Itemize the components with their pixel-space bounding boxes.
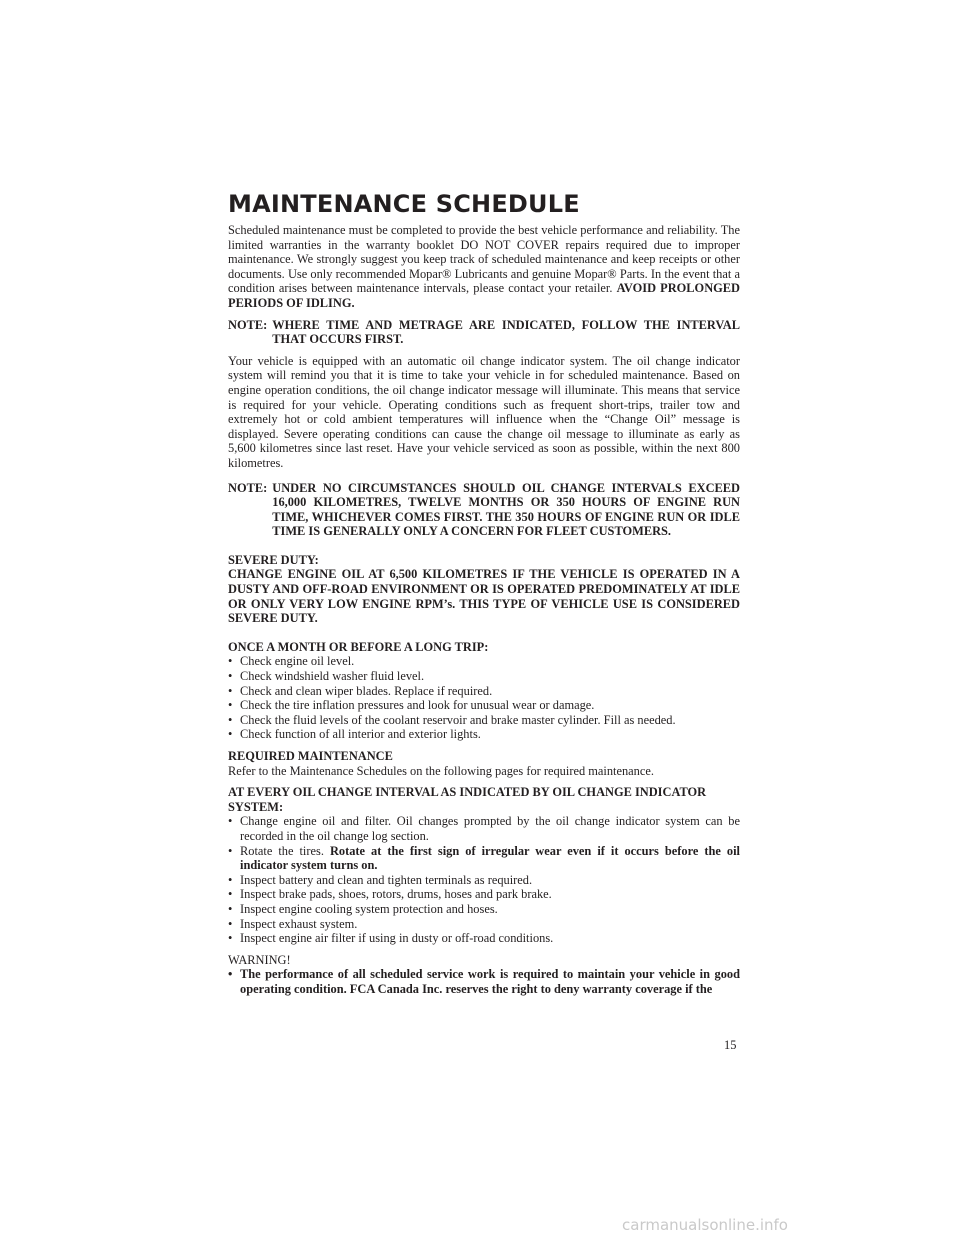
oil-change-list: [228, 814, 740, 945]
monthly-heading: ONCE A MONTH OR BEFORE A LONG TRIP:: [228, 639, 489, 654]
required-text: Refer to the Maintenance Schedules on the following pages for required maintenance.: [228, 763, 654, 778]
bullet-icon: •: [228, 727, 233, 742]
list-item: • Check engine oil level.: [228, 654, 355, 669]
bullet-icon: •: [228, 887, 233, 902]
list-item: • Check function of all interior and exterior lights.: [228, 727, 481, 742]
list-item: • Check and clean wiper blades. Replace if required.: [228, 683, 493, 698]
note-text: WHERE TIME AND METRAGE ARE INDICATED, FOLLOW THE INTERVAL THAT OCCURS FIRST.: [272, 317, 740, 347]
list-item: • Rotate the tires. Rotate at the first sign of irregular wear even if it occurs before the oil indicator system turns on.: [228, 843, 740, 873]
bullet-icon: •: [228, 698, 233, 713]
bullet-icon: •: [228, 683, 233, 698]
bullet-icon: •: [228, 669, 233, 684]
intro-bold-tail: AVOID PROLONGED PERIODS OF IDLING.: [228, 281, 740, 310]
note-text: UNDER NO CIRCUMSTANCES SHOULD OIL CHANGE INTERVALS EXCEED 16,000 KILOMETRES, TWELVE MONTHS OR 350 HOURS OF ENGINE RUN TIME, WHICHEVER COMES FIRST. THE 350 HOURS OF ENGINE RUN OR IDLE TIME IS GENERALLY ONLY A CONCERN FOR FLEET CUSTOMERS.: [272, 480, 740, 539]
monthly-list: [228, 654, 740, 742]
list-item: • Change engine oil and filter. Oil changes prompted by the oil change indicator system can be recorded in the oil change log section.: [228, 814, 740, 843]
list-item: • Check windshield washer fluid level.: [228, 669, 425, 684]
bullet-icon: •: [228, 843, 233, 858]
bullet-icon: •: [228, 916, 233, 931]
intro-text: Scheduled maintenance must be completed to provide the best vehicle performance and reliability. The limited warranties in the warranty booklet DO NOT COVER repairs required due to improper maintenance. We strongly suggest you keep track of scheduled maintenance and keep receipts or other documents. Use only recommended Mopar® Lubricants and genuine Mopar® Parts. In the event that a condition arises between maintenance intervals, please contact your retailer.: [228, 223, 740, 296]
page-number: 15: [724, 1038, 737, 1052]
warning-heading: WARNING!: [228, 952, 291, 967]
severe-duty-heading: SEVERE DUTY:: [228, 552, 319, 567]
manual-page: [228, 190, 740, 1004]
list-item: • The performance of all scheduled service work is required to maintain your vehicle in good operating condition. FCA Canada Inc. reserves the right to deny warranty coverage if the: [228, 967, 740, 996]
bullet-icon: •: [228, 712, 233, 727]
list-item: • Inspect brake pads, shoes, rotors, drums, hoses and park brake.: [228, 887, 552, 902]
note-interval: [228, 318, 740, 347]
list-item: • Inspect battery and clean and tighten terminals as required.: [228, 872, 533, 887]
page-title: MAINTENANCE SCHEDULE: [228, 190, 580, 218]
warning-list: [228, 967, 740, 996]
bullet-icon: •: [228, 654, 233, 669]
bullet-icon: •: [228, 931, 233, 946]
list-item: • Inspect engine air filter if using in dusty or off-road conditions.: [228, 931, 554, 946]
list-item: • Check the fluid levels of the coolant reservoir and brake master cylinder. Fill as needed.: [228, 712, 676, 727]
note-oil-limit: [228, 481, 740, 539]
severe-duty-text: CHANGE ENGINE OIL AT 6,500 KILOMETRES IF THE VEHICLE IS OPERATED IN A DUSTY AND OFF-ROAD ENVIRONMENT OR IS OPERATED PREDOMINATELY AT IDLE OR ONLY VERY LOW ENGINE RPM’s. THIS TYPE OF VEHICLE USE IS CONSIDERED SEVERE DUTY.: [228, 567, 740, 626]
list-item: • Inspect engine cooling system protection and hoses.: [228, 901, 498, 916]
list-item: • Inspect exhaust system.: [228, 916, 358, 931]
note-label: NOTE:: [228, 317, 268, 332]
bullet-icon: •: [228, 967, 233, 982]
list-item: • Check the tire inflation pressures and look for unusual wear or damage.: [228, 698, 595, 713]
severe-duty-block: [228, 553, 740, 626]
oil-indicator-paragraph: Your vehicle is equipped with an automatic oil change indicator system. The oil change indicator system will remind you that it is time to take your vehicle in for scheduled maintenance. Based on engine operation conditions, the oil change indicator message will illuminate. This means that service is required for your vehicle. Operating conditions such as frequent short-trips, trailer tow and extremely hot or cold ambient temperatures will influence when the “Change Oil” message is displayed. Severe operating conditions can cause the change oil message to illuminate as early as 5,600 kilometres since last reset. Have your vehicle serviced as soon as possible, within the next 800 kilometres.: [228, 353, 740, 470]
intro-paragraph: [228, 223, 740, 311]
oil-change-heading: AT EVERY OIL CHANGE INTERVAL AS INDICATED BY OIL CHANGE INDICATOR SYSTEM:: [228, 785, 707, 814]
bullet-icon: •: [228, 814, 233, 829]
bullet-icon: •: [228, 901, 233, 916]
note-label: NOTE:: [228, 480, 268, 495]
bullet-icon: •: [228, 872, 233, 887]
watermark: carmanualsonline.info: [622, 1216, 788, 1234]
required-heading: REQUIRED MAINTENANCE: [228, 749, 393, 763]
